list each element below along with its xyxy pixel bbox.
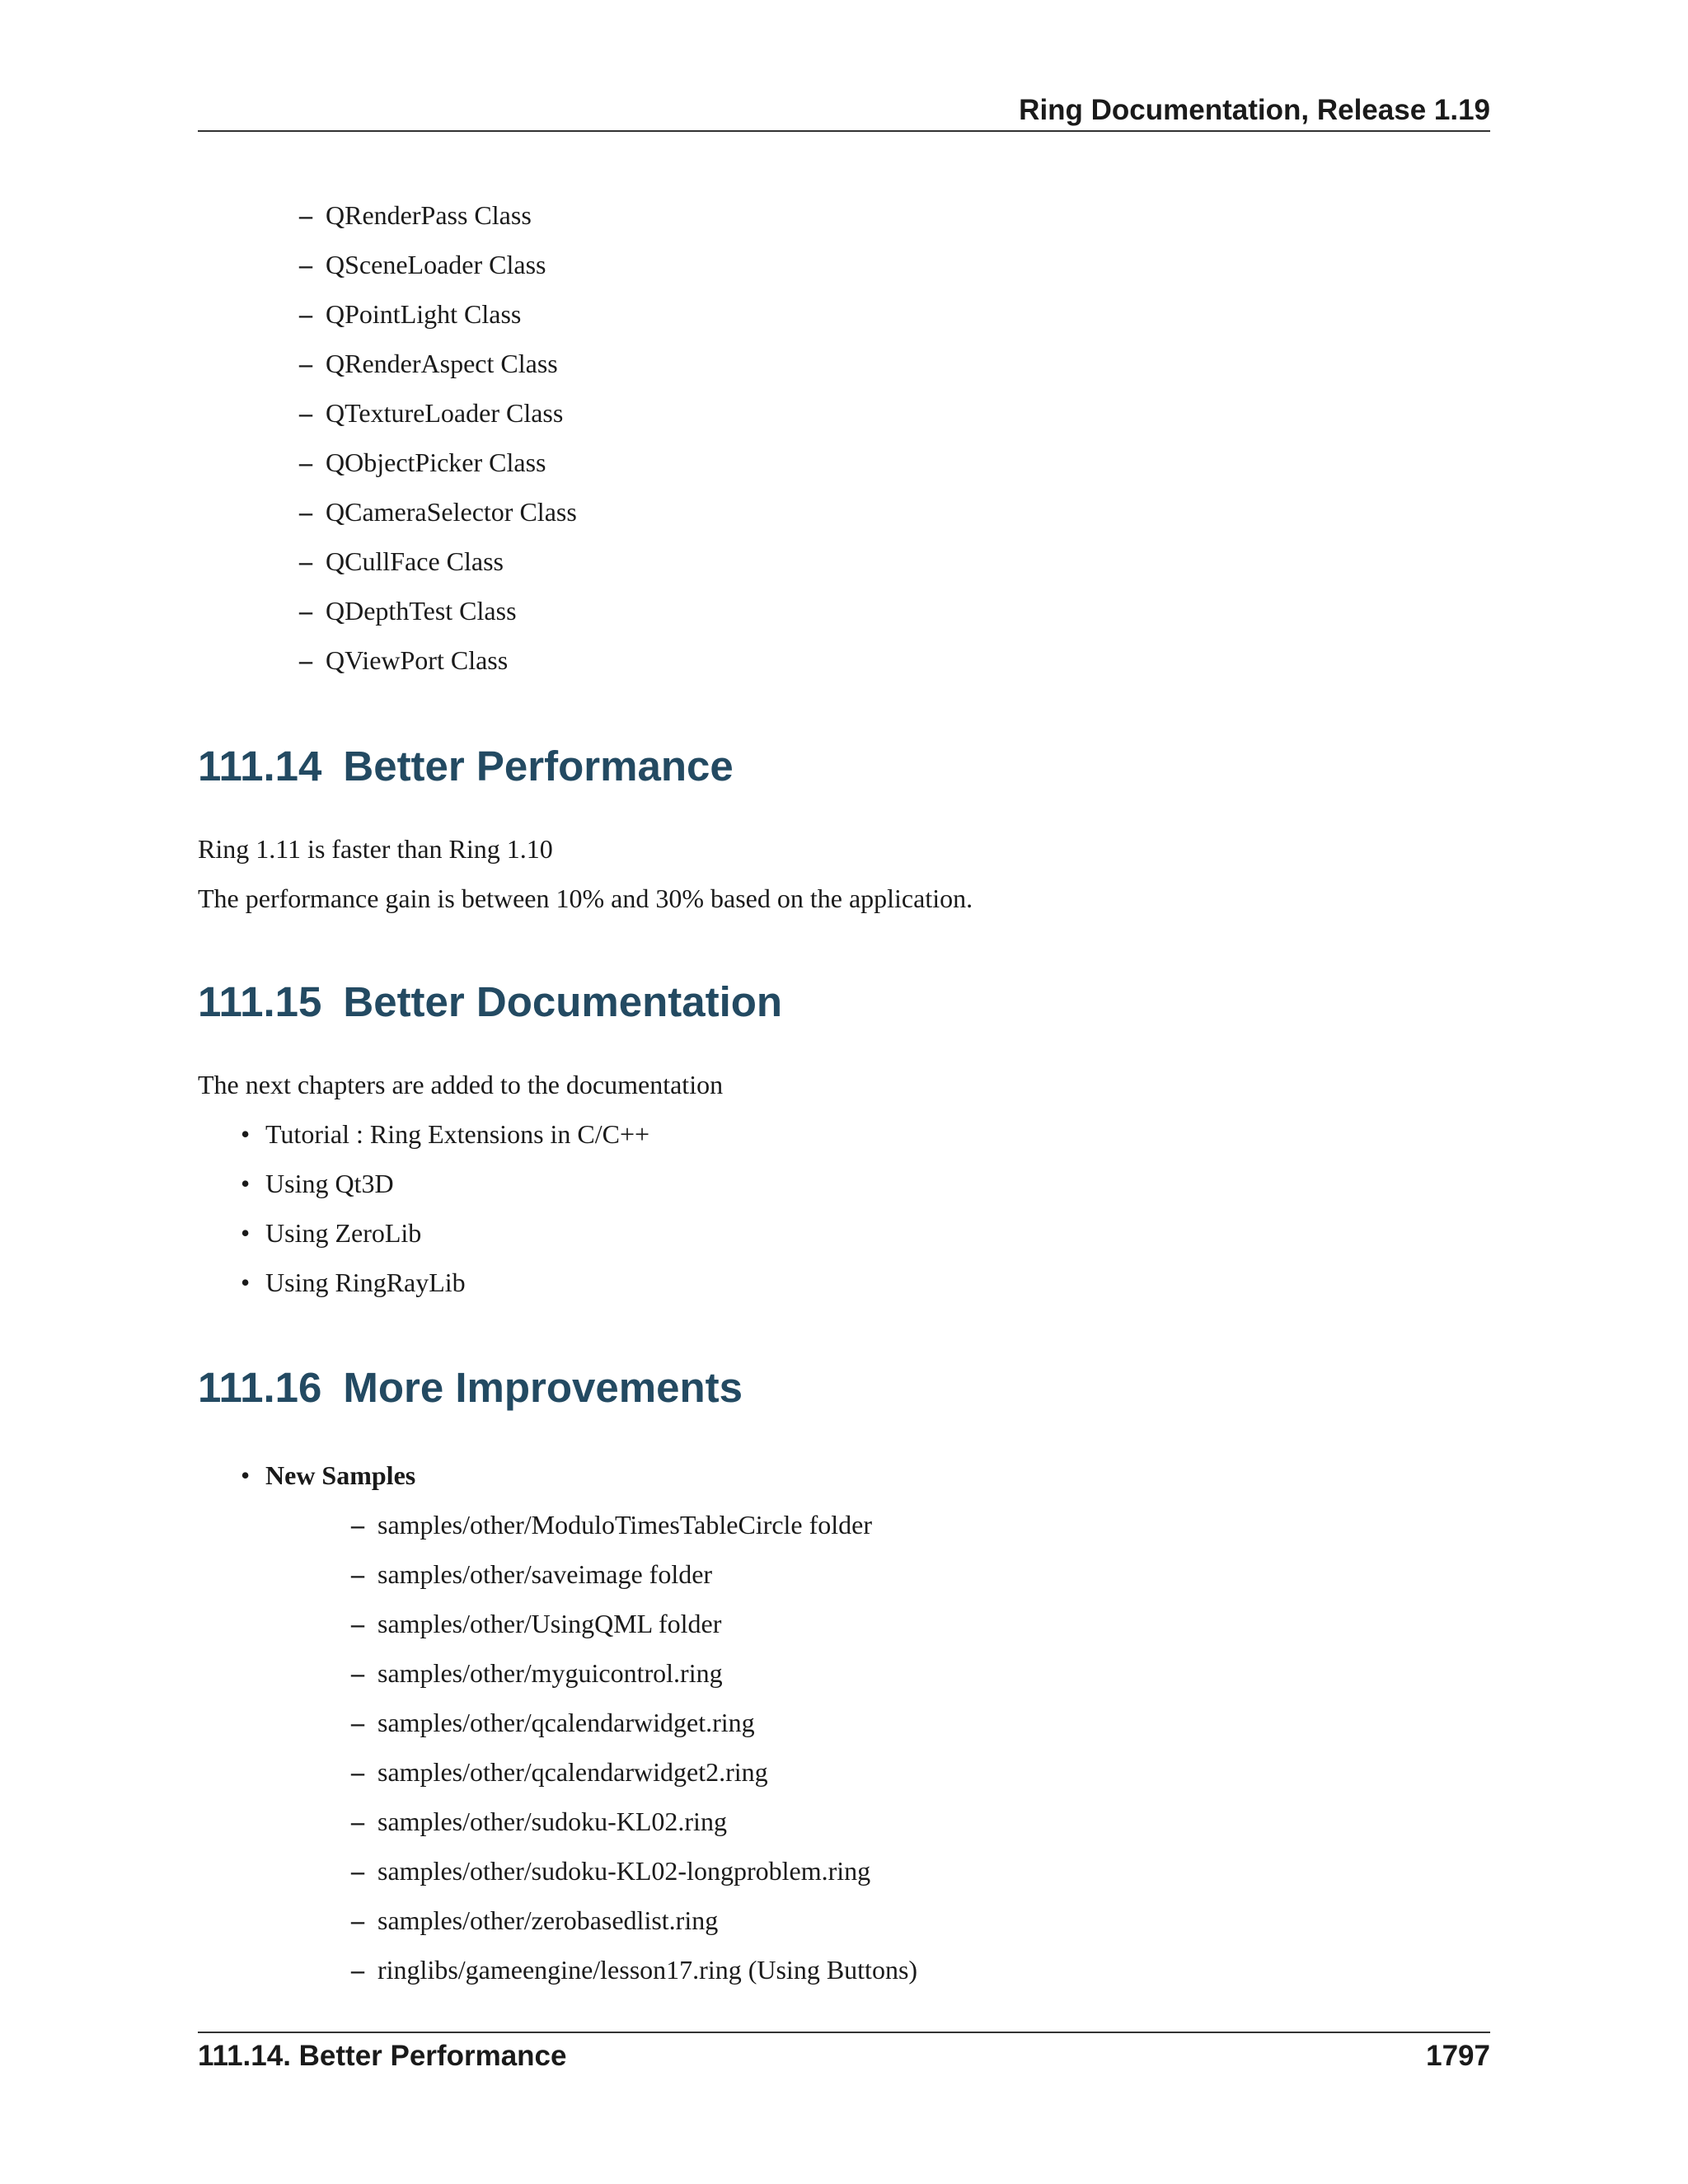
dash-marker: – <box>299 398 312 428</box>
list-item: – samples/other/ModuloTimesTableCircle folder <box>377 1500 917 1549</box>
bullet-marker: • <box>241 1169 251 1198</box>
bullet-marker: • <box>241 1268 251 1297</box>
dash-marker: – <box>299 448 312 477</box>
list-item: – QRenderPass Class <box>326 190 577 240</box>
section-heading-better-performance <box>198 742 734 791</box>
dash-marker: – <box>299 250 312 279</box>
list-item: – samples/other/sudoku-KL02-longproblem.ring <box>377 1846 917 1896</box>
list-item: • Tutorial : Ring Extensions in C/C++ <box>265 1109 649 1159</box>
paragraph: Ring 1.11 is faster than Ring 1.10 <box>198 834 553 864</box>
dash-marker: – <box>351 1905 364 1935</box>
section-heading-better-documentation <box>198 977 782 1027</box>
list-item: • Using Qt3D <box>265 1159 649 1208</box>
list-item: – samples/other/sudoku-KL02.ring <box>377 1797 917 1846</box>
bullet-marker: • <box>241 1218 251 1248</box>
section-number: 111.15 <box>198 978 322 1025</box>
list-item: – samples/other/saveimage folder <box>377 1549 917 1599</box>
list-item: – QDepthTest Class <box>326 586 577 635</box>
dash-marker: – <box>351 1955 364 1985</box>
list-item: – samples/other/qcalendarwidget.ring <box>377 1698 917 1747</box>
page-number: 1797 <box>1426 2040 1490 2072</box>
list-item: – QViewPort Class <box>326 635 577 685</box>
dash-marker: – <box>351 1757 364 1787</box>
section-title: Better Documentation <box>343 978 783 1025</box>
section-heading-more-improvements <box>198 1363 743 1413</box>
list-item: – QCameraSelector Class <box>326 487 577 537</box>
list-item <box>241 1451 416 1500</box>
running-footer <box>198 2032 1490 2083</box>
dash-marker: – <box>299 200 312 230</box>
bullet-marker: • <box>241 1119 251 1149</box>
list-item: – samples/other/zerobasedlist.ring <box>377 1896 917 1945</box>
dash-marker: – <box>299 645 312 675</box>
dash-marker: – <box>351 1510 364 1540</box>
list-item: – samples/other/qcalendarwidget2.ring <box>377 1747 917 1797</box>
list-item: – samples/other/myguicontrol.ring <box>377 1648 917 1698</box>
dash-marker: – <box>351 1856 364 1886</box>
dash-marker: – <box>299 546 312 576</box>
qt3d-class-list <box>299 190 577 685</box>
list-item: – ringlibs/gameengine/lesson17.ring (Using Buttons) <box>377 1945 917 1994</box>
dash-marker: – <box>351 1807 364 1836</box>
list-item: – QCullFace Class <box>326 537 577 586</box>
dash-marker: – <box>351 1559 364 1589</box>
list-item: – QSceneLoader Class <box>326 240 577 289</box>
dash-marker: – <box>351 1658 364 1688</box>
running-header <box>198 91 1490 132</box>
footer-section-label: 111.14. Better Performance <box>198 2040 567 2072</box>
new-samples-list <box>351 1500 918 1994</box>
section-number: 111.14 <box>198 743 322 790</box>
section-title: Better Performance <box>343 743 734 790</box>
dash-marker: – <box>299 349 312 378</box>
list-item: – QObjectPicker Class <box>326 438 577 487</box>
section-title: More Improvements <box>343 1364 743 1411</box>
dash-marker: – <box>299 596 312 626</box>
section-number: 111.16 <box>198 1364 322 1411</box>
list-item: – QRenderAspect Class <box>326 339 577 388</box>
bullet-marker: • <box>241 1460 251 1490</box>
dash-marker: – <box>351 1708 364 1737</box>
dash-marker: – <box>299 497 312 527</box>
chapters-list <box>241 1109 650 1307</box>
dash-marker: – <box>299 299 312 329</box>
list-item: • Using ZeroLib <box>265 1208 649 1258</box>
list-item: – QPointLight Class <box>326 289 577 339</box>
list-item: – QTextureLoader Class <box>326 388 577 438</box>
group-label: New Samples <box>265 1460 416 1490</box>
improvements-list <box>241 1451 416 1500</box>
paragraph: The performance gain is between 10% and 30% based on the application. <box>198 883 973 913</box>
dash-marker: – <box>351 1609 364 1638</box>
paragraph: The next chapters are added to the documentation <box>198 1070 724 1099</box>
list-item: – samples/other/UsingQML folder <box>377 1599 917 1648</box>
list-item: • Using RingRayLib <box>265 1258 649 1307</box>
document-title: Ring Documentation, Release 1.19 <box>1019 94 1490 126</box>
